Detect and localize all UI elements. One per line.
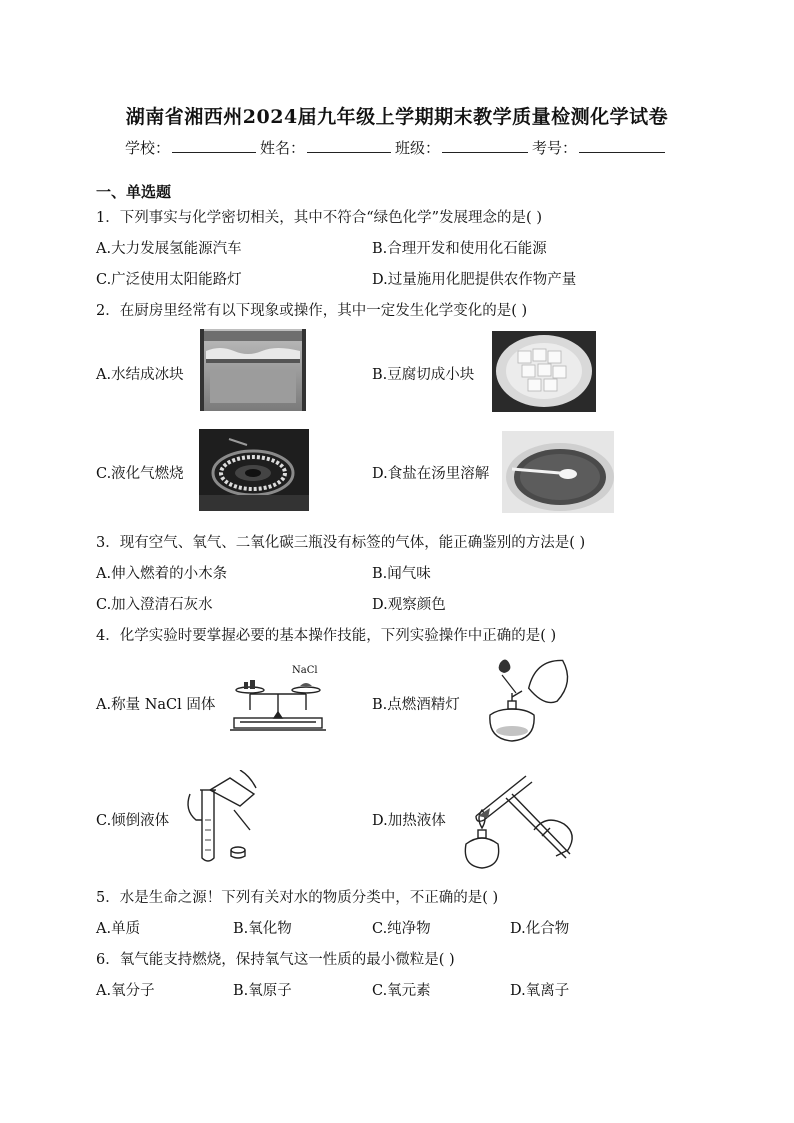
option-d[interactable]: D.食盐在汤里溶解 <box>372 466 490 482</box>
class-label: 班级： <box>395 139 441 157</box>
option-b[interactable]: B.豆腐切成小块 <box>372 367 475 383</box>
question-stem: 5．水是生命之源！下列有关对水的物质分类中，不正确的是( ) <box>96 890 499 906</box>
option-a[interactable]: A.大力发展氢能源汽车 <box>96 241 242 257</box>
question-stem: 4．化学实验时要掌握必要的基本操作技能，下列实验操作中正确的是( ) <box>96 628 557 644</box>
freezer-photo <box>200 329 306 411</box>
option-a[interactable]: A.称量 NaCl 固体 <box>96 697 216 713</box>
option-b[interactable]: B.氧原子 <box>233 983 292 999</box>
alcohol-lamp-lighting-figure <box>482 653 582 749</box>
class-blank[interactable] <box>442 138 528 153</box>
name-label: 姓名： <box>260 139 306 157</box>
option-c[interactable]: C.纯净物 <box>372 921 431 937</box>
section-heading: 一、单选题 <box>96 183 172 201</box>
option-a[interactable]: A.水结成冰块 <box>96 367 184 383</box>
exam-no-blank[interactable] <box>579 138 665 153</box>
option-b[interactable]: B.合理开发和使用化石能源 <box>372 241 547 257</box>
option-d[interactable]: D.观察颜色 <box>372 597 446 613</box>
option-a[interactable]: A.氧分子 <box>96 983 155 999</box>
option-b[interactable]: B.点燃酒精灯 <box>372 697 460 713</box>
option-d[interactable]: D.化合物 <box>510 921 570 937</box>
option-a[interactable]: A.单质 <box>96 921 141 937</box>
option-b[interactable]: B.氧化物 <box>233 921 292 937</box>
student-info-row <box>125 137 669 158</box>
gas-flame-photo <box>199 429 309 511</box>
school-blank[interactable] <box>172 138 256 153</box>
nacl-label: NaCl <box>292 665 318 676</box>
school-label: 学校： <box>125 139 171 157</box>
exam-no-label: 考号： <box>532 139 578 157</box>
option-b[interactable]: B.闻气味 <box>372 566 431 582</box>
option-d[interactable]: D.氧离子 <box>510 983 570 999</box>
option-c[interactable]: C.倾倒液体 <box>96 813 170 829</box>
question-stem: 3．现有空气、氧气、二氧化碳三瓶没有标签的气体，能正确鉴别的方法是( ) <box>96 535 586 551</box>
heating-liquid-figure <box>446 770 580 870</box>
option-d[interactable]: D.加热液体 <box>372 813 446 829</box>
option-c[interactable]: C.广泛使用太阳能路灯 <box>96 272 242 288</box>
question-stem: 2．在厨房里经常有以下现象或操作，其中一定发生化学变化的是( ) <box>96 303 528 319</box>
page-title: 湖南省湘西州2024届九年级上学期期末教学质量检测化学试卷 <box>125 106 669 128</box>
option-c[interactable]: C.氧元素 <box>372 983 431 999</box>
name-blank[interactable] <box>307 138 391 153</box>
question-stem: 1．下列事实与化学密切相关，其中不符合“绿色化学”发展理念的是( ) <box>96 210 542 226</box>
option-c[interactable]: C.液化气燃烧 <box>96 466 184 482</box>
option-d[interactable]: D.过量施用化肥提供农作物产量 <box>372 272 577 288</box>
soup-spoon-photo <box>502 431 614 513</box>
balance-scale-figure <box>226 660 330 740</box>
pouring-liquid-figure <box>180 770 264 866</box>
option-a[interactable]: A.伸入燃着的小木条 <box>96 566 228 582</box>
tofu-photo <box>492 331 596 412</box>
option-c[interactable]: C.加入澄清石灰水 <box>96 597 213 613</box>
question-stem: 6．氧气能支持燃烧，保持氧气这一性质的最小微粒是( ) <box>96 952 455 968</box>
